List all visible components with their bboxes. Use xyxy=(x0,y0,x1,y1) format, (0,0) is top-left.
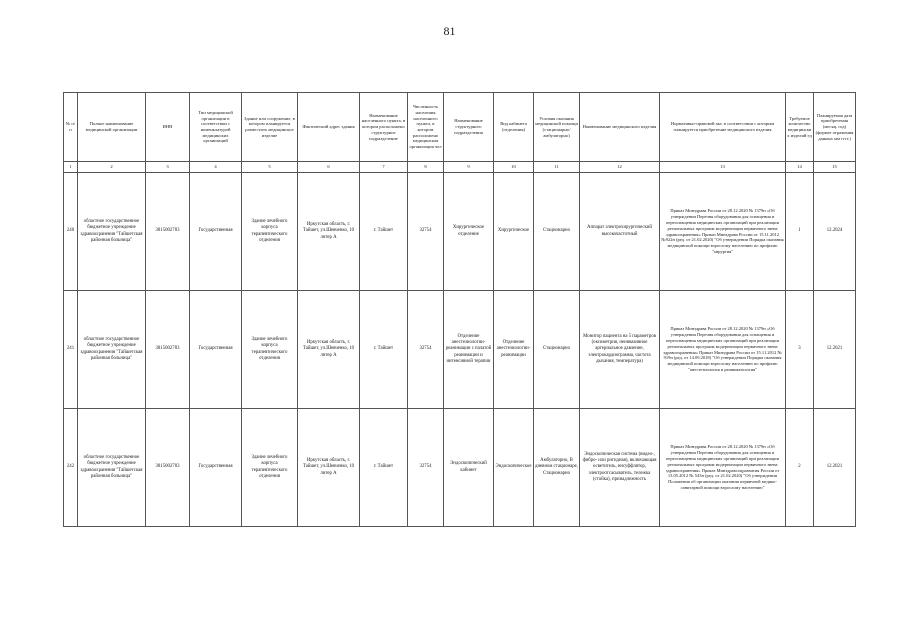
column-number: 12 xyxy=(580,162,660,173)
planned-date: 12.2021 xyxy=(814,409,856,527)
organization-name: областное государственное бюджетное учреждение здравоохранения "Тайшетская районная больница" xyxy=(78,291,146,409)
structural-unit: Хирургическое отделение xyxy=(444,173,494,291)
column-number: 5 xyxy=(242,162,298,173)
column-number: 6 xyxy=(298,162,360,173)
column-header: Условия оказания медицинской помощи (стационарно/амбулаторно) xyxy=(534,93,580,162)
settlement: г. Тайшет xyxy=(360,173,408,291)
population: 32754 xyxy=(408,291,444,409)
legal-act: Приказ Минздрава России от 28.12.2020 № 1379н «Об утверждении Перечня оборудования для оснащения и переоснащения медицинских организаций при реализации региональных программ модернизации первичного звена здравоохранения» Приказ Минздравсоцразвития России от 13.05.2012 № 543н (ред. от 21.02.2020) "Об утверждении Положения об организации оказания первичной медико-санитарной помощи взрослому населению" xyxy=(660,409,786,527)
inn: 3815002783 xyxy=(146,173,190,291)
column-header: Тип медицинской организации в соответствии с номенклатурой медицинских организаций xyxy=(190,93,242,162)
settlement: г. Тайшет xyxy=(360,409,408,527)
column-header: Численность населения населенного пункта, в котором расположено медицинская организация чел xyxy=(408,93,444,162)
building: Здание лечебного корпуса терапевтического отделения xyxy=(242,409,298,527)
organization-name: областное государственное бюджетное учреждение здравоохранения "Тайшетская районная больница" xyxy=(78,173,146,291)
column-number: 9 xyxy=(444,162,494,173)
table-row xyxy=(64,291,856,409)
column-number: 14 xyxy=(786,162,814,173)
column-number: 8 xyxy=(408,162,444,173)
column-number: 4 xyxy=(190,162,242,173)
equipment-table xyxy=(63,92,856,527)
quantity: 2 xyxy=(786,409,814,527)
care-conditions: Стационарно xyxy=(534,173,580,291)
row-number: 242 xyxy=(64,409,78,527)
inn: 3815002783 xyxy=(146,409,190,527)
column-number: 10 xyxy=(494,162,534,173)
table-row xyxy=(64,409,856,527)
column-number-row xyxy=(64,162,856,173)
planned-date: 12.2021 xyxy=(814,291,856,409)
quantity: 3 xyxy=(786,291,814,409)
column-header: ИНН xyxy=(146,93,190,162)
device-name: Аппарат электрохирургический высокочастотный xyxy=(580,173,660,291)
table-header-row xyxy=(64,93,856,162)
column-number: 11 xyxy=(534,162,580,173)
table-row xyxy=(64,173,856,291)
organization-type: Государственная xyxy=(190,409,242,527)
column-header: Нормативно-правовой акт, в соответствии с которым планируется приобретение медицинского изделия xyxy=(660,93,786,162)
address: Иркутская область, г. Тайшет, ул.Шевченко, 10 литер А xyxy=(298,291,360,409)
column-header: Фактический адрес здания xyxy=(298,93,360,162)
row-number: 241 xyxy=(64,291,78,409)
organization-name: областное государственное бюджетное учреждение здравоохранения "Тайшетская районная больница" xyxy=(78,409,146,527)
cabinet-type: Отделение анестезиологии-реанимации xyxy=(494,291,534,409)
column-header: Наименование структурного подразделения xyxy=(444,93,494,162)
organization-type: Государственная xyxy=(190,291,242,409)
column-number: 7 xyxy=(360,162,408,173)
planned-date: 12.2024 xyxy=(814,173,856,291)
legal-act: Приказ Минздрава России от 28.12.2020 № 1379н «Об утверждении Перечня оборудования для оснащения и переоснащения медицинских организаций при реализации региональных программ модернизации первичного звена здравоохранения» Приказ Минздрава России от 15.11.2012 №922н (ред. от 21.02.2020) "Об утверждении Порядка оказания медицинской помощи взрослому населению по профилю "хирургия" xyxy=(660,173,786,291)
column-header: Наименование населенного пункта, в котором расположено структурное подразделение xyxy=(360,93,408,162)
page-number: 81 xyxy=(443,24,456,38)
quantity: 1 xyxy=(786,173,814,291)
structural-unit: Отделение анестезиологии-реанимации с палатой реанимации и интенсивной терапии xyxy=(444,291,494,409)
column-number: 15 xyxy=(814,162,856,173)
row-number: 240 xyxy=(64,173,78,291)
column-header: Вид кабинета (отделения) xyxy=(494,93,534,162)
settlement: г. Тайшет xyxy=(360,291,408,409)
structural-unit: Эндоскопический кабинет xyxy=(444,409,494,527)
column-number: 13 xyxy=(660,162,786,173)
device-name: Эндоскопическая система (видео-, фибро- или ригидная), включающая осветитель, инсуффлятор, электроотсасыватель, тележка (стойка), принадлежность xyxy=(580,409,660,527)
legal-act: Приказ Минздрава России от 28.12.2020 № 1379н «Об утверждении Перечня оборудования для оснащения и переоснащения медицинских организаций при реализации региональных программ модернизации первичного звена здравоохранения» Приказ Минздрава России от 15.11.2012 № 919н (ред. от 14.09.2018) "Об утверждении Порядка оказания медицинской помощи взрослому населению по профилю "анестезиология и реаниматология" xyxy=(660,291,786,409)
device-name: Монитор пациента на 5 параметров (оксиметрия, неинвазивное артериальное давление, электрокардиограмма, частота дыхания, температура) xyxy=(580,291,660,409)
building: Здание лечебного корпуса терапевтического отделения xyxy=(242,173,298,291)
column-header: Планируемая дата приобретения (месяц, год) (формат отражения данных мм гггг.) xyxy=(814,93,856,162)
address: Иркутская область, г. Тайшет, ул.Шевченко, 10 литер А xyxy=(298,173,360,291)
column-header: Наименование медицинского изделия xyxy=(580,93,660,162)
column-header: № п/п xyxy=(64,93,78,162)
cabinet-type: Хирургическое xyxy=(494,173,534,291)
column-header: Полное наименование медицинской организации xyxy=(78,93,146,162)
inn: 3815002783 xyxy=(146,291,190,409)
column-header: Требуемое количество медицинских изделий ед xyxy=(786,93,814,162)
address: Иркутская область, г. Тайшет, ул.Шевченко, 10 литер А xyxy=(298,409,360,527)
cabinet-type: Эндоскопическое xyxy=(494,409,534,527)
population: 32754 xyxy=(408,409,444,527)
care-conditions: Амбулаторно, В дневном стационаре, Стационарно xyxy=(534,409,580,527)
care-conditions: Стационарно xyxy=(534,291,580,409)
population: 32754 xyxy=(408,173,444,291)
column-header: Здание или сооружение, в котором планируется разместить медицинское изделие xyxy=(242,93,298,162)
column-number: 2 xyxy=(78,162,146,173)
building: Здание лечебного корпуса терапевтического отделения xyxy=(242,291,298,409)
column-number: 1 xyxy=(64,162,78,173)
column-number: 3 xyxy=(146,162,190,173)
organization-type: Государственная xyxy=(190,173,242,291)
